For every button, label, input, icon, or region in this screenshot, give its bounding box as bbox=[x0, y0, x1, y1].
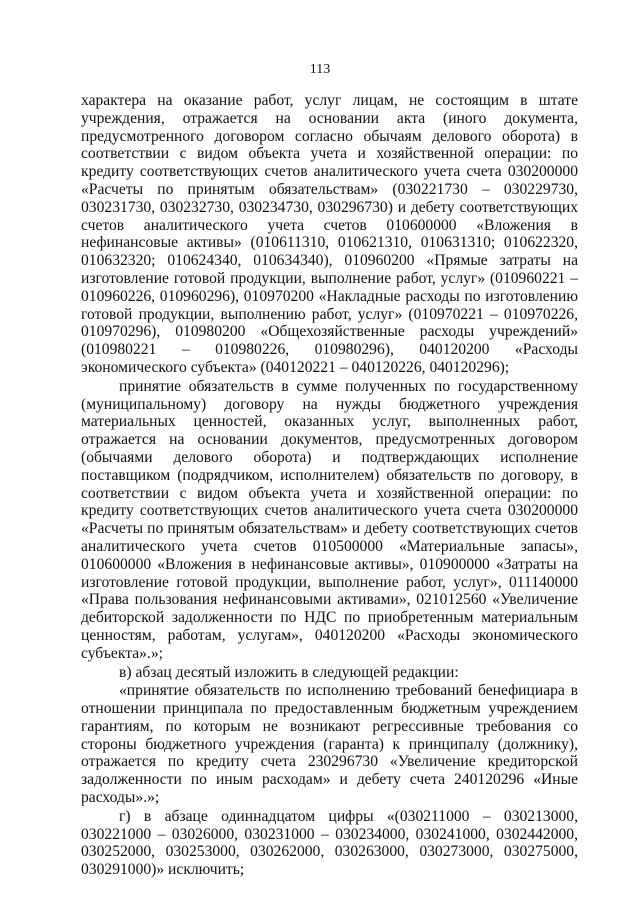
page-number: 113 bbox=[309, 62, 331, 77]
paragraph-guarantee-obligations: «принятие обязательств по исполнению требований бенефициара в отношении принципала по предоставленным бюджетным учреждением гарантиям, по которым не возникают регрессивные требования со стороны бюджетного учреждения (гаранта) к принципалу (должнику), отражается по кредиту счета 230296730 «Увеличение кредиторской задолженности по иным расходам» и дебету счета 240120296 «Иные расходы».»; bbox=[81, 682, 578, 807]
paragraph-item-v: в) абзац десятый изложить в следующей редакции: bbox=[119, 663, 459, 681]
paragraph-obligations-contract: принятие обязательств в сумме полученных по государственному (муниципальному) договору на нужды бюджетного учреждения материальных ценностей, оказанных услуг, выполненных работ, отражается на основании документов, предусмотренных договором (обычаями делового оборота) и подтверждающих исполнение поставщиком (подрядчиком, исполнителем) обязательств по договору, в соответствии с видом объекта учета и хозяйственной операции: по кредиту соответствующих счетов аналитического учета счета 030200000 «Расчеты по принятым обязательствам» и дебету соответствующих счетов аналитического учета счетов 010500000 «Материальные запасы», 010600000 «Вложения в нефинансовые активы», 010900000 «Затраты на изготовление готовой продукции, выполнение работ, услуг», 011140000 «Права пользования нефинансовыми активами», 021012560 «Увеличение дебиторской задолженности по НДС по приобретенным материальным ценностям, работам, услугам», 040120200 «Расходы экономического субъекта».»; bbox=[81, 377, 578, 662]
paragraph-item-g: г) в абзаце одиннадцатом цифры «(030211000 – 030213000, 030221000 – 03026000, 030231000 – 030234000, 030241000, 0302442000, 030252000, 030253000, 030262000, 030263000, 030273000, 030275000, 030291000)» исключить; bbox=[81, 807, 578, 879]
paragraph-continuation: характера на оказание работ, услуг лицам, не состоящим в штате учреждения, отражается на основании акта (иного документа, предусмотренного договором согласно обычаям делового оборота) в соответствии с видом объекта учета и хозяйственной операции: по кредиту соответствующих счетов аналитического учета счета 030200000 «Расчеты по принятым обязательствам» (030221730 – 030229730, 030231730, 030232730, 030234730, 030296730) и дебету соответствующих счетов аналитического учета счетов 010600000 «Вложения в нефинансовые активы» (010611310, 010621310, 010631310; 010622320, 010632320; 010624340, 010634340), 010960200 «Прямые затраты на изготовление готовой продукции, выполнение работ, услуг» (010960221 – 010960226, 010960296), 010970200 «Накладные расходы по изготовлению готовой продукции, выполнению работ, услуг» (010970221 – 010970226, 010970296), 010980200 «Общехозяйственные расходы учреждений» (010980221 – 010980226, 010980296), 040120200 «Расходы экономического субъекта» (040120221 – 040120226, 040120296); bbox=[81, 92, 578, 376]
document-body bbox=[81, 92, 578, 880]
